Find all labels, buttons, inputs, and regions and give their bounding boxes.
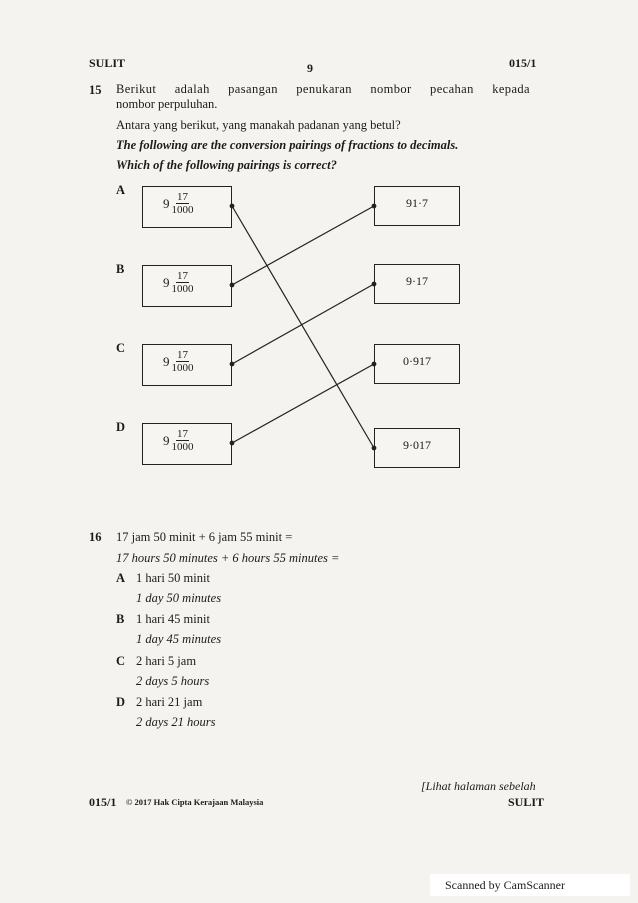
scanner-badge bbox=[430, 874, 630, 896]
decimal-value: 9·017 bbox=[403, 438, 431, 452]
decimal-value: 9·17 bbox=[406, 274, 428, 288]
q16-line2: 17 hours 50 minutes + 6 hours 55 minutes = bbox=[116, 551, 340, 565]
pair-dot bbox=[230, 362, 234, 366]
fraction-whole: 9 bbox=[163, 353, 170, 369]
pair-line-d bbox=[232, 364, 374, 443]
fraction-whole: 9 bbox=[163, 274, 170, 290]
footer-next-page: [Lihat halaman sebelah bbox=[421, 779, 536, 793]
q16-option-a-english: 1 day 50 minutes bbox=[136, 591, 222, 605]
q16-option-d-letter: D bbox=[116, 695, 126, 709]
q16-option-d-english: 2 days 21 hours bbox=[136, 715, 216, 729]
q15-line3: Antara yang berikut, yang manakah padanan yang betul? bbox=[116, 118, 401, 132]
q15-line2: nombor perpuluhan. bbox=[116, 97, 218, 111]
q16-option-b-letter: B bbox=[116, 612, 125, 626]
q16-number: 16 bbox=[89, 530, 102, 544]
fraction-numerator: 17 bbox=[177, 428, 188, 440]
q16-option-c-malay: 2 hari 5 jam bbox=[136, 654, 197, 668]
q15-option-a-letter: A bbox=[116, 183, 126, 197]
header-sulit: SULIT bbox=[89, 56, 126, 70]
q16-option-b-english: 1 day 45 minutes bbox=[136, 632, 222, 646]
pair-dot bbox=[372, 282, 376, 286]
pair-dot bbox=[372, 204, 376, 208]
fraction-whole: 9 bbox=[163, 432, 170, 448]
decimal-value: 91·7 bbox=[406, 196, 428, 210]
pair-dot bbox=[230, 441, 234, 445]
pair-line-c bbox=[232, 284, 374, 364]
decimal-value: 0·917 bbox=[403, 354, 431, 368]
q15-line1: Berikut adalah pasangan penukaran nombor pecahan kepada bbox=[116, 82, 530, 96]
q16-option-a-letter: A bbox=[116, 571, 126, 585]
footer-copyright: © 2017 Hak Cipta Kerajaan Malaysia bbox=[126, 797, 264, 807]
pair-line-b bbox=[232, 206, 374, 285]
q16-line1: 17 jam 50 minit + 6 jam 55 minit = bbox=[116, 530, 293, 544]
fraction-numerator: 17 bbox=[177, 270, 188, 282]
fraction-denominator: 1000 bbox=[171, 441, 194, 453]
header-code: 015/1 bbox=[509, 56, 537, 70]
scanner-label: Scanned by CamScanner bbox=[445, 878, 565, 892]
q15-option-b-letter: B bbox=[116, 262, 125, 276]
fraction-whole: 9 bbox=[163, 195, 170, 211]
q15-option-d-letter: D bbox=[116, 420, 126, 434]
q16-option-d-malay: 2 hari 21 jam bbox=[136, 695, 203, 709]
page-number: 9 bbox=[307, 61, 313, 75]
q15-line5: Which of the following pairings is correct? bbox=[116, 158, 337, 172]
pair-dot bbox=[230, 283, 234, 287]
fraction-numerator: 17 bbox=[177, 349, 188, 361]
fraction-numerator: 17 bbox=[177, 191, 188, 203]
q15-number: 15 bbox=[89, 83, 102, 97]
q16-option-c-english: 2 days 5 hours bbox=[136, 674, 210, 688]
pair-dot bbox=[372, 362, 376, 366]
pair-line-a bbox=[232, 206, 374, 448]
q16-option-c-letter: C bbox=[116, 654, 126, 668]
q16-option-a-malay: 1 hari 50 minit bbox=[136, 571, 210, 585]
q15-line4: The following are the conversion pairings of fractions to decimals. bbox=[116, 138, 459, 152]
fraction-denominator: 1000 bbox=[171, 204, 194, 216]
fraction-denominator: 1000 bbox=[171, 283, 194, 295]
q15-option-c-letter: C bbox=[116, 341, 126, 355]
pair-dot bbox=[372, 446, 376, 450]
pair-dot bbox=[230, 204, 234, 208]
footer-sulit: SULIT bbox=[508, 795, 545, 809]
footer-code: 015/1 bbox=[89, 795, 117, 809]
fraction-denominator: 1000 bbox=[171, 362, 194, 374]
q16-option-b-malay: 1 hari 45 minit bbox=[136, 612, 210, 626]
